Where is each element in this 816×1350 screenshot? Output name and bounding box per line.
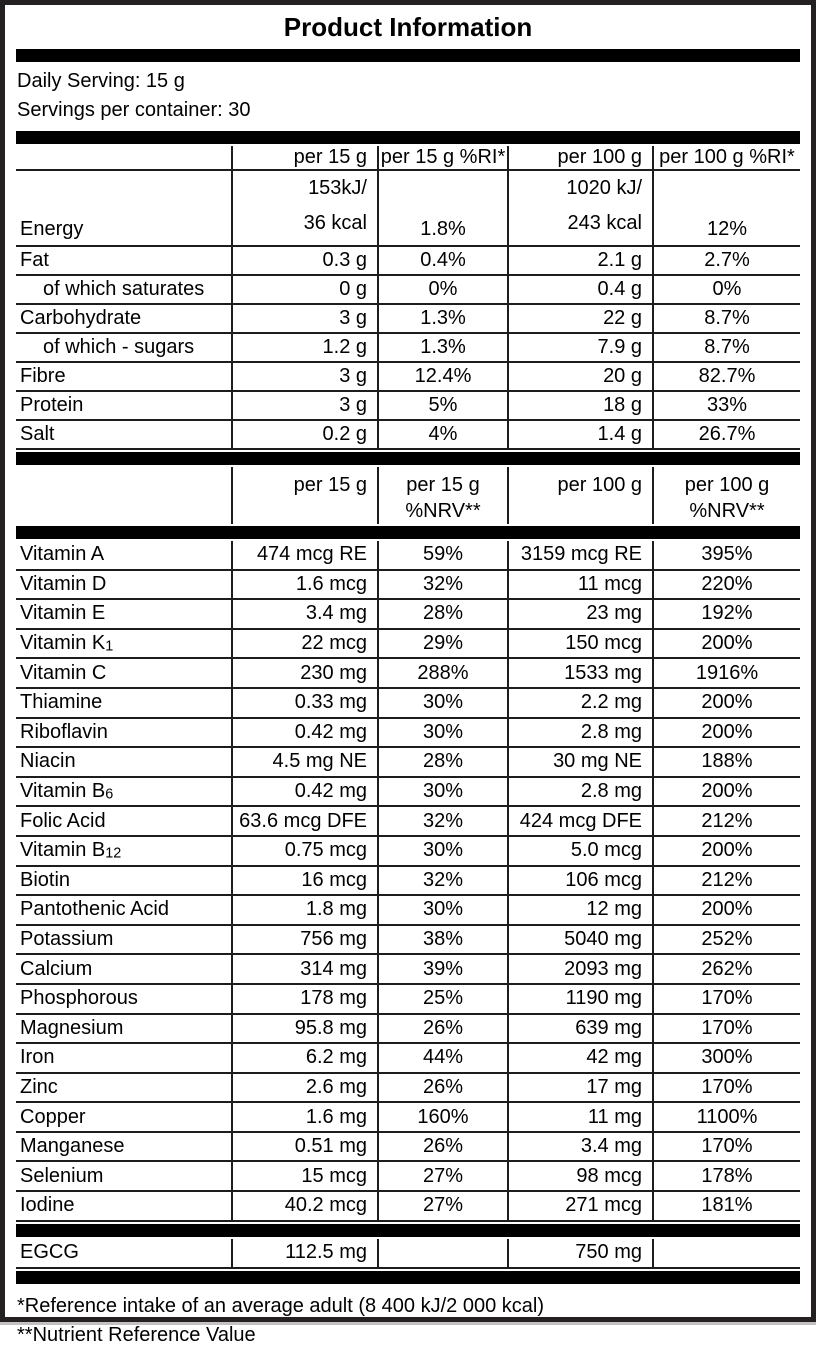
value-line: 36 kcal xyxy=(303,212,367,234)
nutrient-name: Potassium xyxy=(16,925,232,955)
value-per-15g xyxy=(232,170,378,246)
percent-per-15g: 32% xyxy=(378,806,508,836)
egcg-row xyxy=(16,1239,800,1268)
percent-per-100g: 200% xyxy=(653,895,800,925)
col-header-per-100g-nrv-line2: %NRV** xyxy=(689,500,765,522)
value-per-100g: 7.9 g xyxy=(508,333,653,362)
nutrient-row xyxy=(16,1132,800,1162)
value-per-100g: 2.8 mg xyxy=(508,718,653,748)
percent-per-15g: 59% xyxy=(378,541,508,570)
percent-per-100g: 1100% xyxy=(653,1102,800,1132)
nutrient-row xyxy=(16,984,800,1014)
nutrient-name: Protein xyxy=(16,391,232,420)
daily-serving-text: Daily Serving: 15 g xyxy=(17,70,185,92)
col-header-per-100g: per 100 g xyxy=(508,467,653,524)
value-per-15g: 1.6 mcg xyxy=(232,570,378,600)
value-per-15g: 178 mg xyxy=(232,984,378,1014)
percent-per-15g: 38% xyxy=(378,925,508,955)
value-per-100g: 20 g xyxy=(508,362,653,391)
percent-per-15g: 1.8% xyxy=(378,170,508,246)
value-per-15g: 63.6 mcg DFE xyxy=(232,806,378,836)
percent-per-100g: 212% xyxy=(653,866,800,896)
percent-per-100g: 12% xyxy=(653,170,800,246)
nutrient-row xyxy=(16,570,800,600)
nutrient-name: Vitamin B12 xyxy=(16,836,232,866)
percent-per-100g: 178% xyxy=(653,1161,800,1191)
percent-per-100g: 200% xyxy=(653,777,800,807)
micro-table-body xyxy=(16,541,800,1221)
value-per-100g: 639 mg xyxy=(508,1014,653,1044)
col-header-per-100g-ri: per 100 g %RI* xyxy=(653,146,800,170)
egcg-table xyxy=(16,1239,800,1269)
nutrient-name: Fibre xyxy=(16,362,232,391)
value-per-15g: 3 g xyxy=(232,362,378,391)
percent-per-15g: 4% xyxy=(378,420,508,449)
value-per-15g: 0.33 mg xyxy=(232,688,378,718)
page-title: Product Information xyxy=(283,12,533,42)
value-per-100g: 3.4 mg xyxy=(508,1132,653,1162)
nutrient-name: Carbohydrate xyxy=(16,304,232,333)
nutrient-name: Manganese xyxy=(16,1132,232,1162)
nutrient-name: Biotin xyxy=(16,866,232,896)
percent-per-15g: 26% xyxy=(378,1073,508,1103)
percent-per-15g: 28% xyxy=(378,747,508,777)
value-per-15g: 0.42 mg xyxy=(232,777,378,807)
nutrient-row xyxy=(16,895,800,925)
nutrient-name: Salt xyxy=(16,420,232,449)
percent-per-100g: 200% xyxy=(653,688,800,718)
nutrient-row xyxy=(16,1191,800,1221)
nutrient-name: Vitamin D xyxy=(16,570,232,600)
micro-header-row xyxy=(16,467,800,524)
percent-per-15g: 1.3% xyxy=(378,304,508,333)
macro-header-row xyxy=(16,146,800,170)
servings-per-container-text: Servings per container: 30 xyxy=(17,99,251,121)
col-header-per-100g-nrv xyxy=(653,467,800,524)
value-per-15g: 756 mg xyxy=(232,925,378,955)
nutrient-row xyxy=(16,1014,800,1044)
black-divider-bar-above-micro-rows xyxy=(16,526,800,539)
footnote-reference-intake: *Reference intake of an average adult (8 400 kJ/2 000 kcal) xyxy=(17,1294,544,1317)
col-header-per-15g-ri: per 15 g %RI* xyxy=(378,146,508,170)
micro-nutrients-table xyxy=(16,541,800,1222)
percent-per-15g: 26% xyxy=(378,1014,508,1044)
percent-per-15g: 30% xyxy=(378,777,508,807)
col-header-per-15g: per 15 g xyxy=(232,146,378,170)
value-per-15g: 3 g xyxy=(232,304,378,333)
nutrient-name: EGCG xyxy=(16,1239,232,1268)
value-per-15g: 40.2 mcg xyxy=(232,1191,378,1221)
nutrient-name: of which saturates xyxy=(16,275,232,304)
percent-per-100g: 170% xyxy=(653,984,800,1014)
value-per-100g: 1190 mg xyxy=(508,984,653,1014)
value-per-100g: 11 mcg xyxy=(508,570,653,600)
nutrient-name-subscript: 6 xyxy=(105,786,114,803)
nutrient-row xyxy=(16,1161,800,1191)
percent-per-100g: 33% xyxy=(653,391,800,420)
percent-per-15g: 28% xyxy=(378,599,508,629)
value-per-100g: 2.1 g xyxy=(508,246,653,275)
nutrient-name: Selenium xyxy=(16,1161,232,1191)
nutrient-name: Iron xyxy=(16,1043,232,1073)
percent-per-100g: 395% xyxy=(653,541,800,570)
value-per-15g: 3 g xyxy=(232,391,378,420)
nutrient-row xyxy=(16,333,800,362)
value-per-100g: 23 mg xyxy=(508,599,653,629)
percent-per-100g: 8.7% xyxy=(653,333,800,362)
value-per-100g: 11 mg xyxy=(508,1102,653,1132)
nutrient-name: Energy xyxy=(16,170,232,246)
value-per-100g: 5.0 mcg xyxy=(508,836,653,866)
percent-per-100g: 0% xyxy=(653,275,800,304)
value-per-15g: 16 mcg xyxy=(232,866,378,896)
nutrient-row xyxy=(16,1043,800,1073)
macro-table-body xyxy=(16,170,800,449)
percent-per-100g: 1916% xyxy=(653,658,800,688)
nutrient-name: Folic Acid xyxy=(16,806,232,836)
percent-per-15g: 30% xyxy=(378,718,508,748)
value-per-15g: 0.42 mg xyxy=(232,718,378,748)
value-per-15g: 314 mg xyxy=(232,954,378,984)
value-per-15g: 95.8 mg xyxy=(232,1014,378,1044)
nutrient-row xyxy=(16,836,800,866)
percent-per-15g: 30% xyxy=(378,895,508,925)
nutrient-name: Calcium xyxy=(16,954,232,984)
percent-per-15g: 27% xyxy=(378,1191,508,1221)
macro-nutrients-table xyxy=(16,146,800,450)
percent-per-100g: 300% xyxy=(653,1043,800,1073)
percent-per-100g: 200% xyxy=(653,718,800,748)
percent-per-15g: 1.3% xyxy=(378,333,508,362)
nutrient-row xyxy=(16,362,800,391)
black-divider-bar-above-micro-header xyxy=(16,452,800,465)
percent-per-15g: 288% xyxy=(378,658,508,688)
value-per-15g: 2.6 mg xyxy=(232,1073,378,1103)
percent-per-15g: 5% xyxy=(378,391,508,420)
percent-per-100g: 170% xyxy=(653,1014,800,1044)
percent-per-100g: 220% xyxy=(653,570,800,600)
value-per-15g: 6.2 mg xyxy=(232,1043,378,1073)
value-per-15g: 1.2 g xyxy=(232,333,378,362)
nutrient-row xyxy=(16,954,800,984)
value-per-15g: 1.6 mg xyxy=(232,1102,378,1132)
nutrient-row xyxy=(16,1102,800,1132)
nutrient-row xyxy=(16,1073,800,1103)
value-per-100g: 150 mcg xyxy=(508,629,653,659)
nutrient-row xyxy=(16,275,800,304)
value-per-15g: 0.3 g xyxy=(232,246,378,275)
nutrient-name: Vitamin C xyxy=(16,658,232,688)
value-per-100g: 22 g xyxy=(508,304,653,333)
value-per-15g: 15 mcg xyxy=(232,1161,378,1191)
nutrient-row xyxy=(16,747,800,777)
nutrient-row xyxy=(16,541,800,570)
value-per-15g: 22 mcg xyxy=(232,629,378,659)
value-per-100g: 12 mg xyxy=(508,895,653,925)
black-divider-bar-above-egcg xyxy=(16,1224,800,1237)
percent-per-100g: 2.7% xyxy=(653,246,800,275)
nutrient-row xyxy=(16,718,800,748)
percent-per-15g: 32% xyxy=(378,866,508,896)
nutrient-name: Vitamin E xyxy=(16,599,232,629)
nutrient-row xyxy=(16,658,800,688)
black-divider-bar-above-footnotes xyxy=(16,1271,800,1284)
value-line: 243 kcal xyxy=(567,212,642,234)
value-per-15g: 3.4 mg xyxy=(232,599,378,629)
nutrient-name: Iodine xyxy=(16,1191,232,1221)
serving-info xyxy=(16,64,800,129)
percent-per-100g: 170% xyxy=(653,1132,800,1162)
nutrient-name: Copper xyxy=(16,1102,232,1132)
nutrient-name-subscript: 1 xyxy=(105,638,114,655)
value-per-15g: 112.5 mg xyxy=(232,1239,378,1268)
percent-per-15g: 30% xyxy=(378,688,508,718)
micro-nutrients-header xyxy=(16,467,800,524)
nutrient-name: Phosphorous xyxy=(16,984,232,1014)
percent-per-15g: 27% xyxy=(378,1161,508,1191)
value-line: 153kJ/ xyxy=(308,177,367,199)
value-per-100g: 42 mg xyxy=(508,1043,653,1073)
value-per-15g: 0.2 g xyxy=(232,420,378,449)
col-header-per-15g-nrv-line1: per 15 g xyxy=(406,474,480,496)
value-per-100g: 3159 mcg RE xyxy=(508,541,653,570)
value-per-100g xyxy=(508,170,653,246)
nutrient-row xyxy=(16,925,800,955)
percent-per-15g: 0.4% xyxy=(378,246,508,275)
value-line: 1020 kJ/ xyxy=(566,177,642,199)
col-header-empty xyxy=(16,467,232,524)
value-per-15g: 474 mcg RE xyxy=(232,541,378,570)
nutrient-row xyxy=(16,599,800,629)
percent-per-100g xyxy=(653,1239,800,1268)
nutrient-name: Magnesium xyxy=(16,1014,232,1044)
percent-per-15g: 32% xyxy=(378,570,508,600)
footnote-nrv: **Nutrient Reference Value xyxy=(17,1323,256,1346)
value-per-100g: 106 mcg xyxy=(508,866,653,896)
nutrient-row xyxy=(16,777,800,807)
percent-per-15g: 29% xyxy=(378,629,508,659)
nutrient-name: of which - sugars xyxy=(16,333,232,362)
value-per-15g: 0 g xyxy=(232,275,378,304)
nutrient-row xyxy=(16,170,800,246)
nutrient-name: Pantothenic Acid xyxy=(16,895,232,925)
percent-per-100g: 82.7% xyxy=(653,362,800,391)
col-header-empty xyxy=(16,146,232,170)
value-per-100g: 17 mg xyxy=(508,1073,653,1103)
percent-per-100g: 252% xyxy=(653,925,800,955)
nutrient-row xyxy=(16,688,800,718)
col-header-per-15g-nrv xyxy=(378,467,508,524)
nutrient-row xyxy=(16,806,800,836)
nutrient-name: Niacin xyxy=(16,747,232,777)
col-header-per-100g-nrv-line1: per 100 g xyxy=(684,474,770,496)
value-per-100g: 1.4 g xyxy=(508,420,653,449)
nutrient-name: Thiamine xyxy=(16,688,232,718)
nutrient-name: Vitamin B6 xyxy=(16,777,232,807)
nutrient-row xyxy=(16,391,800,420)
black-divider-bar-top xyxy=(16,49,800,62)
percent-per-15g: 25% xyxy=(378,984,508,1014)
percent-per-100g: 26.7% xyxy=(653,420,800,449)
percent-per-100g: 170% xyxy=(653,1073,800,1103)
value-per-100g: 2.2 mg xyxy=(508,688,653,718)
nutrient-row xyxy=(16,246,800,275)
value-per-100g: 5040 mg xyxy=(508,925,653,955)
value-per-100g: 271 mcg xyxy=(508,1191,653,1221)
nutrient-row xyxy=(16,304,800,333)
value-per-100g: 30 mg NE xyxy=(508,747,653,777)
value-per-100g: 1533 mg xyxy=(508,658,653,688)
value-per-100g: 18 g xyxy=(508,391,653,420)
col-header-per-100g: per 100 g xyxy=(508,146,653,170)
col-header-per-15g: per 15 g xyxy=(232,467,378,524)
percent-per-15g: 0% xyxy=(378,275,508,304)
value-per-100g: 98 mcg xyxy=(508,1161,653,1191)
percent-per-15g: 39% xyxy=(378,954,508,984)
value-per-100g: 2.8 mg xyxy=(508,777,653,807)
black-divider-bar-above-macro xyxy=(16,131,800,144)
percent-per-15g: 160% xyxy=(378,1102,508,1132)
percent-per-15g: 26% xyxy=(378,1132,508,1162)
percent-per-100g: 181% xyxy=(653,1191,800,1221)
value-per-15g: 1.8 mg xyxy=(232,895,378,925)
col-header-per-15g-nrv-line2: %NRV** xyxy=(405,500,481,522)
value-per-15g: 230 mg xyxy=(232,658,378,688)
footnotes xyxy=(16,1286,800,1350)
percent-per-15g xyxy=(378,1239,508,1268)
value-per-15g: 4.5 mg NE xyxy=(232,747,378,777)
nutrient-name-subscript: 12 xyxy=(105,845,122,862)
nutrient-name: Riboflavin xyxy=(16,718,232,748)
value-per-100g: 0.4 g xyxy=(508,275,653,304)
percent-per-100g: 212% xyxy=(653,806,800,836)
value-per-100g: 750 mg xyxy=(508,1239,653,1268)
value-per-100g: 2093 mg xyxy=(508,954,653,984)
value-per-15g: 0.51 mg xyxy=(232,1132,378,1162)
nutrient-name: Fat xyxy=(16,246,232,275)
nutrient-name: Zinc xyxy=(16,1073,232,1103)
nutrient-row xyxy=(16,866,800,896)
nutrient-name: Vitamin K1 xyxy=(16,629,232,659)
percent-per-15g: 12.4% xyxy=(378,362,508,391)
percent-per-100g: 192% xyxy=(653,599,800,629)
percent-per-100g: 200% xyxy=(653,836,800,866)
percent-per-15g: 44% xyxy=(378,1043,508,1073)
percent-per-15g: 30% xyxy=(378,836,508,866)
percent-per-100g: 262% xyxy=(653,954,800,984)
nutrient-row xyxy=(16,629,800,659)
percent-per-100g: 188% xyxy=(653,747,800,777)
percent-per-100g: 200% xyxy=(653,629,800,659)
value-per-100g: 424 mcg DFE xyxy=(508,806,653,836)
value-per-15g: 0.75 mcg xyxy=(232,836,378,866)
nutrient-name: Vitamin A xyxy=(16,541,232,570)
nutrient-row xyxy=(16,420,800,449)
percent-per-100g: 8.7% xyxy=(653,304,800,333)
